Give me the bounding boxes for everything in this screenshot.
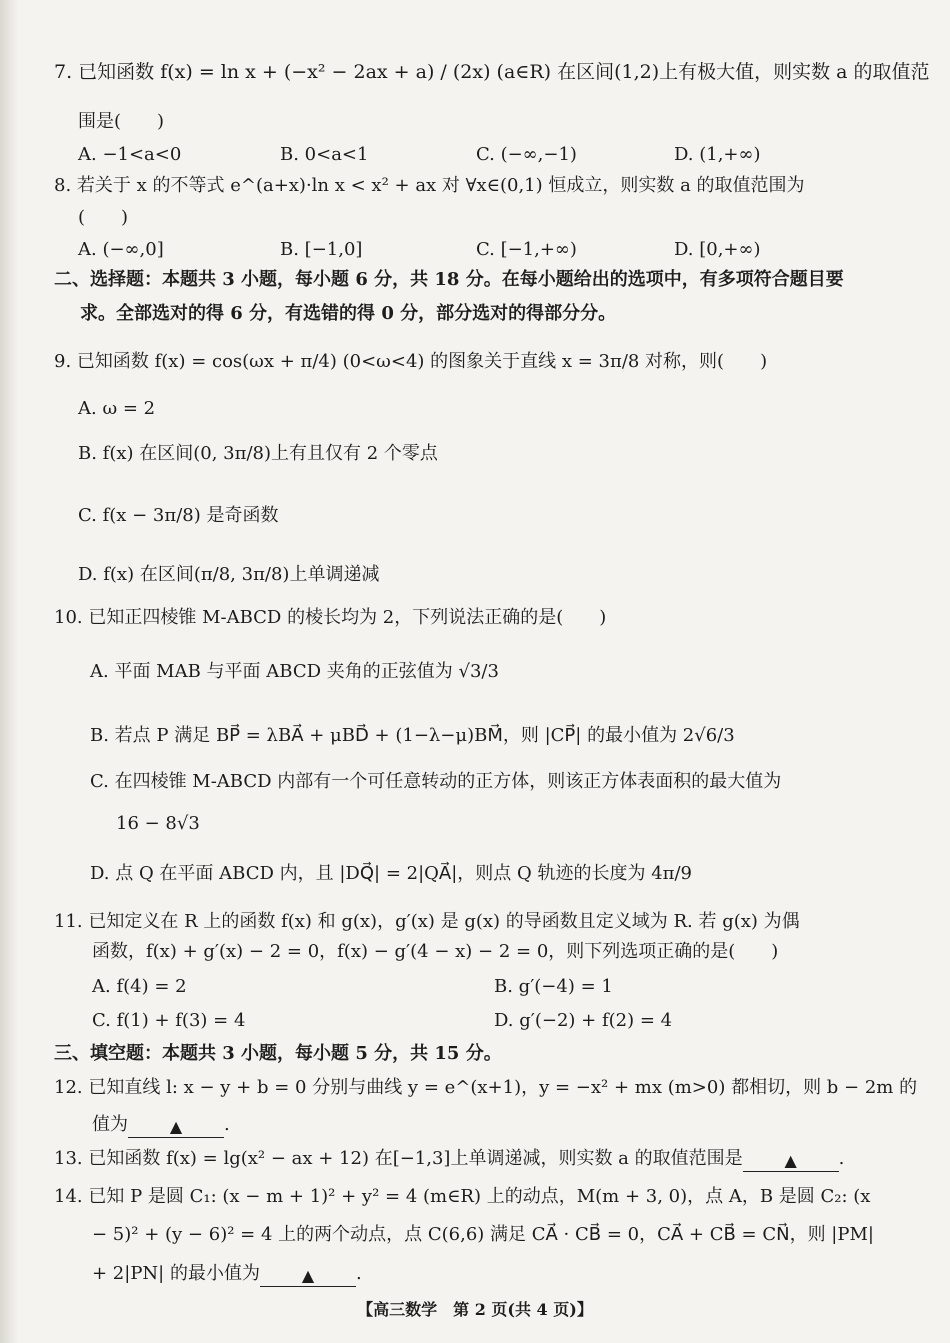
question-14-line-2: − 5)² + (y − 6)² = 4 上的两个动点，点 C(6,6) 满足 CA⃗ · CB⃗ = 0，CA⃗ + CB⃗ = CN⃗，则 |PM|: [92, 1224, 874, 1245]
question-7-option-a: A. −1<a<0: [78, 144, 182, 165]
section-2-heading-line-2: 求。全部选对的得 6 分，有选错的得 0 分，部分选对的得部分分。: [80, 303, 617, 324]
question-7-option-b: B. 0<a<1: [280, 144, 369, 165]
triangle-marker-icon: ▲: [301, 1266, 315, 1285]
triangle-marker-icon: ▲: [784, 1151, 797, 1170]
question-11-option-a: A. f(4) = 2: [92, 976, 187, 997]
question-10-stem: 10. 已知正四棱锥 M-ABCD 的棱长均为 2，下列说法正确的是( ): [54, 607, 607, 628]
question-9-option-b: B. f(x) 在区间(0, 3π/8)上有且仅有 2 个零点: [78, 443, 438, 464]
question-13-suffix: .: [838, 1148, 845, 1169]
question-8-option-a: A. (−∞,0]: [78, 239, 164, 260]
answer-blank-14[interactable]: [260, 1264, 356, 1287]
question-10-option-b: B. 若点 P 满足 BP⃗ = λBA⃗ + μBD⃗ + (1−λ−μ)BM⃗，则 |CP⃗| 的最小值为 2√6/3: [90, 725, 735, 746]
answer-blank-12[interactable]: [128, 1115, 224, 1138]
question-7-option-d: D. (1,+∞): [674, 144, 761, 165]
question-9-option-d: D. f(x) 在区间(π/8, 3π/8)上单调递减: [78, 564, 380, 585]
question-11-option-c: C. f(1) + f(3) = 4: [92, 1010, 246, 1031]
question-11-option-d: D. g′(−2) + f(2) = 4: [494, 1010, 673, 1031]
question-12-line-2: [92, 1113, 230, 1137]
question-7-line-2: 围是( ): [78, 111, 165, 132]
question-8-option-c: C. [−1,+∞): [476, 239, 577, 260]
question-14-line-3: [92, 1262, 362, 1286]
question-7-option-c: C. (−∞,−1): [476, 144, 577, 165]
question-10-option-c-continued: 16 − 8√3: [116, 813, 200, 834]
question-10-option-d: D. 点 Q 在平面 ABCD 内，且 |DQ⃗| = 2|QA⃗|，则点 Q 轨迹的长度为 4π/9: [90, 863, 692, 884]
question-11-line-1: 11. 已知定义在 R 上的函数 f(x) 和 g(x)，g′(x) 是 g(x) 的导函数且定义域为 R. 若 g(x) 为偶: [54, 911, 800, 932]
question-10-option-c: C. 在四棱锥 M-ABCD 内部有一个可任意转动的正方体，则该正方体表面积的最大值为: [90, 771, 782, 792]
question-14-prefix: + 2|PN| 的最小值为: [92, 1263, 260, 1284]
answer-blank-13[interactable]: [743, 1149, 839, 1172]
question-11-line-2: 函数，f(x) + g′(x) − 2 = 0，f(x) − g′(4 − x) − 2 = 0，则下列选项正确的是( ): [92, 941, 779, 962]
question-12-line-1: 12. 已知直线 l: x − y + b = 0 分别与曲线 y = e^(x+1)，y = −x² + mx (m>0) 都相切，则 b − 2m 的: [54, 1077, 918, 1098]
question-8-option-d: D. [0,+∞): [674, 239, 761, 260]
question-8-line-2: ( ): [78, 207, 129, 228]
question-7-line-1: 7. 已知函数 f(x) = ln x + (−x² − 2ax + a) / (2x) (a∈R) 在区间(1,2)上有极大值，则实数 a 的取值范: [54, 61, 930, 83]
page-footer: 【高三数学 第 2 页(共 4 页)】: [357, 1300, 593, 1319]
question-9-option-a: A. ω = 2: [78, 398, 156, 419]
page-edge-shadow: [0, 0, 18, 1343]
question-8-option-b: B. [−1,0]: [280, 239, 363, 260]
question-11-option-b: B. g′(−4) = 1: [494, 976, 613, 997]
question-9-option-c: C. f(x − 3π/8) 是奇函数: [78, 505, 279, 526]
section-3-heading: 三、填空题：本题共 3 小题，每小题 5 分，共 15 分。: [54, 1043, 502, 1064]
triangle-marker-icon: ▲: [169, 1117, 183, 1136]
question-14-line-1: 14. 已知 P 是圆 C₁: (x − m + 1)² + y² = 4 (m∈R) 上的动点，M(m + 3, 0)，点 A，B 是圆 C₂: (x: [54, 1186, 871, 1207]
question-8-line-1: 8. 若关于 x 的不等式 e^(a+x)·ln x < x² + ax 对 ∀x∈(0,1) 恒成立，则实数 a 的取值范围为: [54, 175, 805, 196]
question-14-suffix: .: [355, 1263, 362, 1284]
question-13-prefix: 13. 已知函数 f(x) = lg(x² − ax + 12) 在[−1,3]上单调递减，则实数 a 的取值范围是: [54, 1148, 743, 1169]
section-2-heading-line-1: 二、选择题：本题共 3 小题，每小题 6 分，共 18 分。在每小题给出的选项中，有多项符合题目要: [54, 269, 844, 290]
question-12-prefix: 值为: [92, 1114, 128, 1135]
question-13-line: [54, 1147, 844, 1171]
question-10-option-a: A. 平面 MAB 与平面 ABCD 夹角的正弦值为 √3/3: [90, 661, 499, 682]
question-12-suffix: .: [224, 1114, 230, 1135]
question-9-stem: 9. 已知函数 f(x) = cos(ωx + π/4) (0<ω<4) 的图象关于直线 x = 3π/8 对称，则( ): [54, 351, 768, 372]
